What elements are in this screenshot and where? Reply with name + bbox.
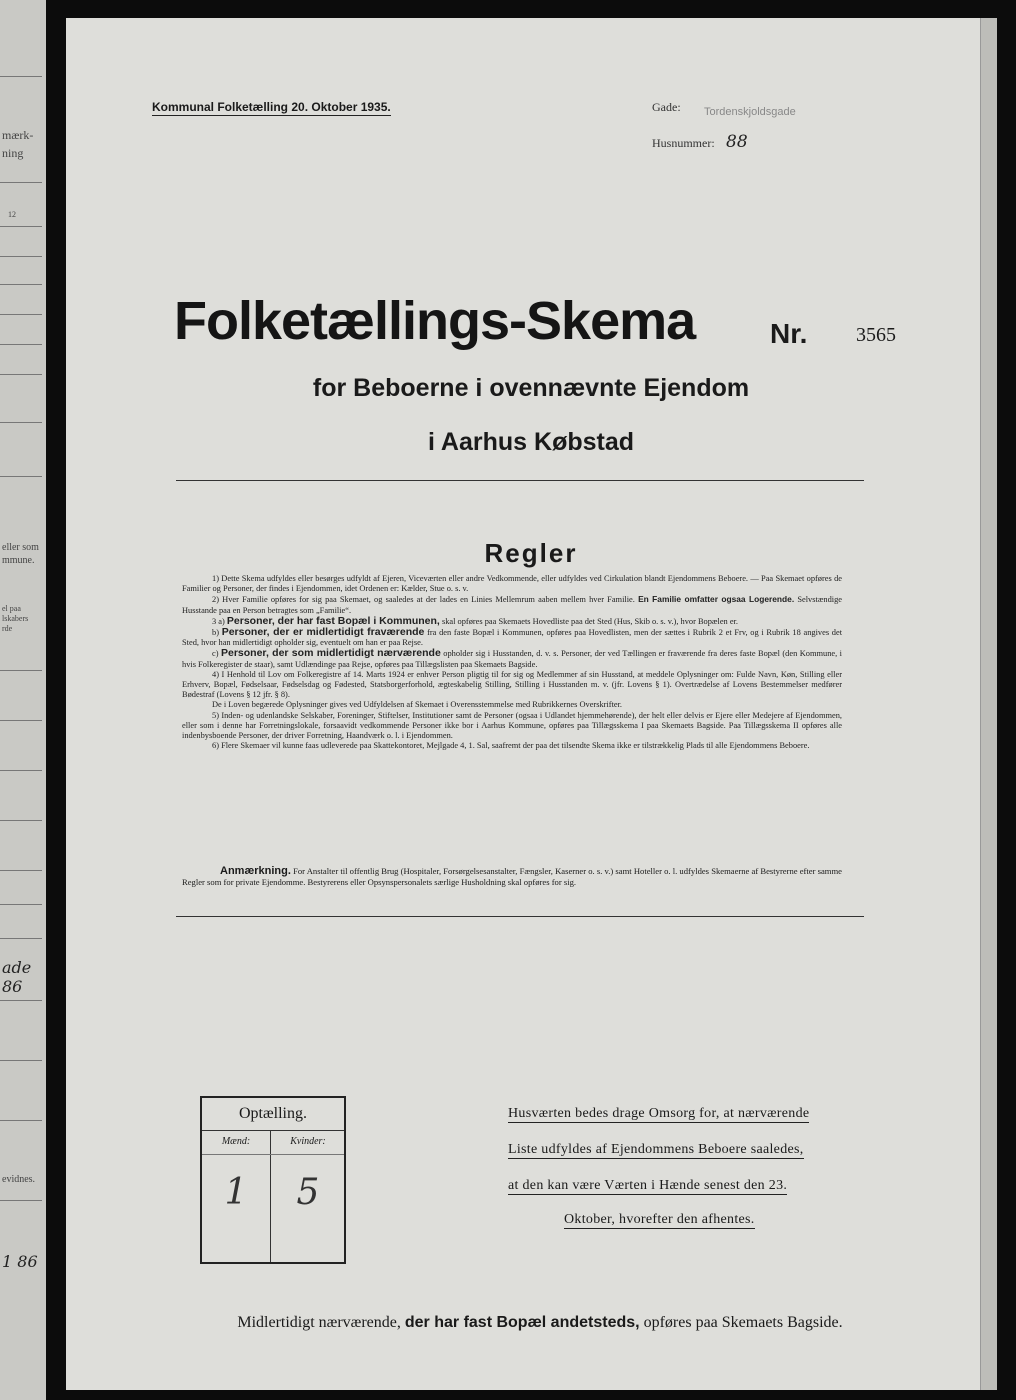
rule-3c: c) Personer, der som midlertidigt nærværende opholder sig i Husstanden, d. v. s. Personer, der ved Tællingen er fraværende fra deres faste Bopæl (den Kommune, i hvis Folkeregister de staar), samt Udlændinge paa Rejse, opføres paa Tillægslisten paa Skemaets Bagside. [182,647,843,669]
ruled-line [0,1060,42,1061]
census-header-title: Kommunal Folketælling 20. Oktober 1935. [152,100,391,114]
landlord-note-line: Husværten bedes drage Omsorg for, at nærværende [508,1106,810,1121]
prev-page-text: el paa [2,604,21,613]
ruled-line [0,770,42,771]
footer-note: Midlertidigt nærværende, der har fast Bopæl andetsteds, opføres paa Skemaets Bagside. [237,1314,843,1331]
previous-page-edge [0,0,46,1400]
prev-page-text: mmune. [2,555,35,566]
ruled-line [0,226,42,227]
prev-page-text: lskabers [2,614,29,623]
ruled-line [0,820,42,821]
men-label: Mænd: [221,1136,251,1147]
ruled-line [0,344,42,345]
prev-page-handwriting: ade 86 [2,958,32,996]
women-count: 5 [296,1172,320,1213]
ruled-line [0,374,42,375]
ruled-line [0,314,42,315]
prev-page-text: rde [2,624,13,633]
ruled-line [0,476,42,477]
women-label: Kvinder: [290,1136,326,1147]
book-page-edge [980,18,997,1390]
ruled-line [0,76,42,77]
prev-page-text: ning [2,146,24,160]
street-value: Tordenskjoldsgade [704,106,796,118]
rule-5: 5) Inden- og udenlandske Selskaber, Foreninger, Stiftelser, Institutioner samt de Personer (ogsaa i Udlandet hjemmehørende), der helt eller delvis er Ejere eller Medejere af Ejendommen, eller som i denne har Forretningslokale, forsaavidt vedkommende Personer ikke bor i Aarhus Kommune, opføres paa Tillægsskema I paa Skemaets Bagside. Paa Tillægsskema II opføres alle indenbysboende Personer, der driver Forretning, Haandværk o. l. i Ejendommen. [182,710,842,741]
men-count: 1 [224,1172,248,1213]
form-subtitle: for Beboerne i ovennævnte Ejendom [312,374,750,402]
ruled-line [0,1000,42,1001]
landlord-note-line: at den kan være Værten i Hænde senest den 23. [508,1178,788,1193]
ruled-line [0,870,42,871]
form-number-label: Nr. [770,318,808,349]
landlord-note-line: Oktober, hvorefter den afhentes. [564,1212,755,1227]
prev-page-text: evidnes. [2,1174,36,1185]
ruled-line [0,422,42,423]
remark-heading: Anmærkning. [220,865,291,877]
ruled-line [0,670,42,671]
ruled-line [0,938,42,939]
count-box-rule [202,1154,344,1155]
rule-4b: De i Loven begærede Oplysninger gives ved Udfyldelsen af Skemaet i Overensstemmelse med Rubrikkernes Overskrifter. [212,700,623,710]
ruled-line [0,1120,42,1121]
house-number-label: Husnummer: [652,136,715,150]
ruled-line [0,182,42,183]
ruled-line [0,1200,42,1201]
prev-page-text: eller som [2,542,39,553]
remark-text: For Anstalter til offentlig Brug (Hospitaler, Forsørgelsesanstalter, Fængsler, Kaserner o. s. v.) samt Hoteller o. l. udfyldes Skemaerne af Bestyrerne efter samme Regler som for private Ejendomme. Bestyrerens eller Opsynspersonalets særlige Husholdning skal opføres for sig. [182,866,842,887]
prev-page-text: 12 [8,210,16,219]
ruled-line [0,284,42,285]
divider [176,480,864,481]
form-subtitle-city: i Aarhus Købstad [427,428,635,456]
house-number-value: 88 [726,132,748,152]
ruled-line [0,904,42,905]
remark [182,866,842,888]
prev-page-text: mærk- [2,128,34,142]
count-box-title: Optælling. [202,1098,344,1131]
ruled-line [0,256,42,257]
prev-page-handwriting: 1 86 [2,1252,38,1271]
rule-6: 6) Flere Skemaer vil kunne faas udleverede paa Skattekontoret, Mejlgade 4, 1. Sal, saafremt der paa det tilsendte Skema ikke er tilstrækkelig Plads til alle Ejendommens Beboere. [212,741,810,751]
form-number-value: 3565 [856,324,896,346]
form-title: Folketællings-Skema [174,291,696,351]
rule-4: 4) I Henhold til Lov om Folkeregistre af 14. Marts 1924 er enhver Person pligtig til for sig og Medlemmer af sin Husstand, at meddele Oplysninger om: Fulde Navn, Køn, Stilling eller Erhverv, Bopæl, Fødselsaar, Fødselsdag og Fødested, Statsborgerforhold, ægteskabelig Stilling, Stilling i Husstanden m. v. (jfr. Lovens § 1). Overtrædelse af Lovens Bestemmelser medfører Bødestraf (Lovens § 12 jfr. § 8). [182,669,842,700]
landlord-note-line: Liste udfyldes af Ejendommens Beboere saaledes, [508,1142,804,1157]
rule-3a: 3 a) Personer, der har fast Bopæl i Kommunen, skal opføres paa Skemaets Hovedliste paa det Sted (Hus, Skib o. s. v.), hvor Bopælen er. [212,614,738,627]
ruled-line [0,720,42,721]
rules-body [182,574,842,751]
census-form-page [66,18,980,1390]
street-label: Gade: [652,100,681,114]
rule-1: 1) Dette Skema udfyldes eller besørges udfyldt af Ejeren, Viceværten eller andre Vedkommende, eller udfyldes ved Cirkulation blandt Ejendommens Beboere. — Paa Skemaet opføres de Familier og Personer, der findes i Ejendommen, idet Ordenen er: Kælder, Stue o. s. v. [182,574,842,594]
count-box-divider [270,1131,271,1262]
rule-2: 2) Hver Familie opføres for sig paa Skemaet, og saaledes at der lades en Linies Mellemrum aaben mellem hver Familie. En Familie omfatter ogsaa Logerende. Selvstændige Husstande paa en Person betragtes som „Familie“. [182,594,843,615]
divider [176,916,864,917]
count-box [200,1096,346,1264]
rules-heading: Regler [484,538,578,568]
rule-3b: b) Personer, der er midlertidigt fraværende fra den faste Bopæl i Kommunen, opføres paa Hovedlisten, men der sættes i Rubrik 2 et Frv, og i Rubrik 18 angives det Sted, hvor han midlertidigt opholder sig, eventuelt om han er paa Rejse. [182,626,843,648]
